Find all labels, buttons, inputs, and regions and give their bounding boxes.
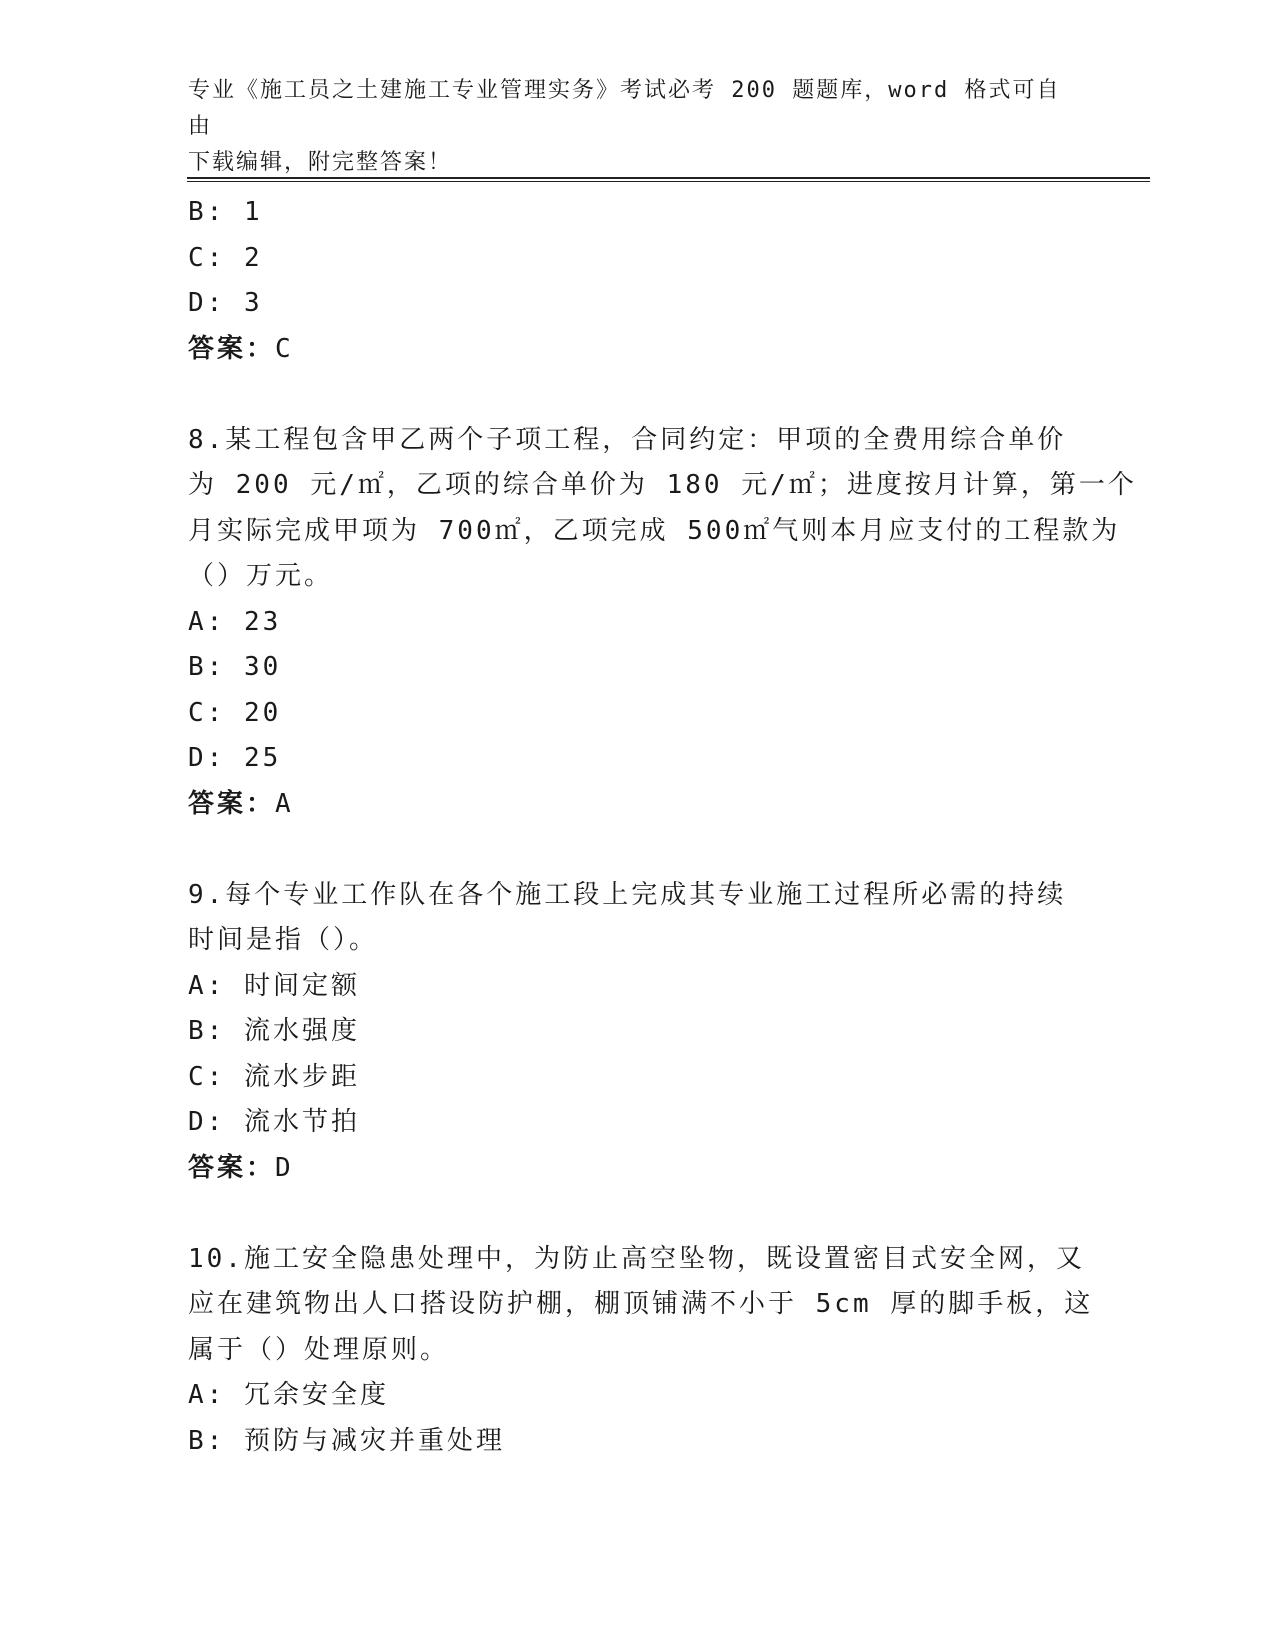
question-9 bbox=[188, 873, 1088, 1192]
question-stem-line: 时间是指（）。 bbox=[188, 925, 379, 955]
option-b: B: 30 bbox=[188, 652, 282, 682]
option-b: B: 流水强度 bbox=[188, 1016, 360, 1046]
question-content bbox=[188, 190, 1137, 1464]
option-a: A: 23 bbox=[188, 606, 282, 637]
header-divider-thick bbox=[187, 177, 1150, 179]
header-line-2: 下载编辑，附完整答案！ bbox=[188, 150, 453, 175]
option-d: D: 流水节拍 bbox=[188, 1107, 360, 1137]
option-b: B: 预防与减灾并重处理 bbox=[188, 1425, 505, 1456]
question-stem-line: 为 200 元/㎡，乙项的综合单价为 180 元/㎡；进度按月计算，第一个 bbox=[188, 470, 1137, 500]
spacer bbox=[188, 827, 1088, 873]
answer-label: 答案： bbox=[188, 1152, 276, 1183]
spacer bbox=[188, 372, 1088, 418]
header-line-1: 专业《施工员之土建施工专业管理实务》考试必考 200 题题库，word 格式可自由 bbox=[188, 78, 1061, 139]
answer-value: A bbox=[275, 788, 294, 819]
answer-label: 答案： bbox=[188, 788, 276, 819]
answer-line bbox=[188, 1146, 1088, 1192]
answer-value: D bbox=[275, 1152, 294, 1183]
question-stem-line: 属于（）处理原则。 bbox=[188, 1334, 450, 1365]
question-stem-line: 10.施工安全隐患处理中，为防止高空坠物，既设置密目式安全网，又 bbox=[188, 1243, 1085, 1274]
option-a: A: 冗余安全度 bbox=[188, 1380, 389, 1410]
answer-value: C bbox=[275, 333, 294, 364]
spacer bbox=[188, 1191, 1088, 1237]
question-stem-line: 8.某工程包含甲乙两个子项工程，合同约定：甲项的全费用综合单价 bbox=[188, 424, 1067, 455]
option-c: C: 20 bbox=[188, 697, 282, 728]
header-divider-thin bbox=[187, 181, 1150, 182]
question-8 bbox=[188, 418, 1137, 828]
question-stem-line: （）万元。 bbox=[188, 561, 334, 591]
option-d: D: 25 bbox=[188, 743, 282, 773]
question-7-tail bbox=[188, 190, 1088, 372]
option-b: B: 1 bbox=[188, 197, 263, 227]
question-stem-line: 应在建筑物出人口搭设防护棚，棚顶铺满不小于 5cm 厚的脚手板，这 bbox=[188, 1289, 1094, 1319]
question-stem-line: 9.每个专业工作队在各个施工段上完成其专业施工过程所必需的持续 bbox=[188, 879, 1067, 910]
answer-label: 答案： bbox=[188, 333, 276, 364]
answer-line bbox=[188, 327, 1088, 373]
answer-line bbox=[188, 782, 1088, 828]
question-10 bbox=[188, 1237, 1094, 1465]
option-c: C: 2 bbox=[188, 242, 263, 273]
option-c: C: 流水步距 bbox=[188, 1061, 360, 1092]
question-stem-line: 月实际完成甲项为 700㎡，乙项完成 500㎡气则本月应支付的工程款为 bbox=[188, 515, 1121, 546]
option-d: D: 3 bbox=[188, 288, 263, 318]
option-a: A: 时间定额 bbox=[188, 970, 360, 1001]
document-header bbox=[188, 73, 1068, 181]
